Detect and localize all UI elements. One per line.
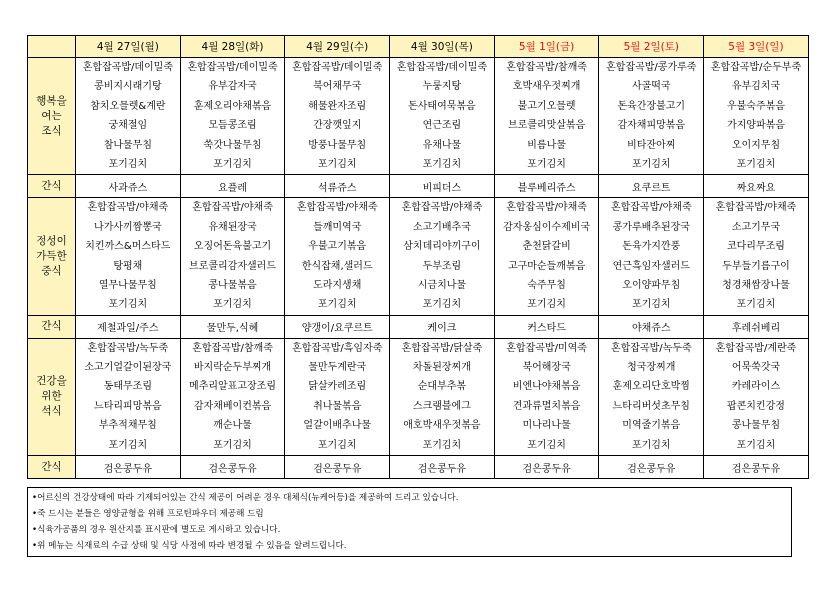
menu-item: 코다리무조림 [726,241,785,253]
column-header-day: 5월 3일(일) [704,36,809,58]
menu-cell [180,198,285,315]
menu-item: 시금치나물 [417,279,467,291]
note-line: •위 메뉴는 식재료의 수급 상태 및 식당 사정에 따라 변경될 수 있음을 알려드립니다. [32,541,347,551]
menu-item: 소고기얼갈이된장국 [84,362,172,374]
menu-item: 혼합잡곡밥/데이밀죽 [396,62,488,73]
menu-cell [180,58,285,175]
menu-item: 감자옹심이수제비국 [503,221,591,233]
menu-cell [494,58,599,175]
snack-cell: 물만두,식혜 [180,315,285,338]
menu-item: 두부들기름구이 [722,260,790,272]
menu-cell [704,58,809,175]
menu-item: 비타잔아찌 [627,139,676,151]
menu-cell [390,58,495,175]
menu-item: 혼합잡곡밥/계란죽 [715,342,797,354]
menu-item: 포기김치 [422,299,462,311]
menu-item: 포기김치 [527,439,566,451]
menu-cell [285,198,390,315]
row-label: 간식 [28,175,76,198]
menu-item: 불고기오믈렛 [517,100,576,112]
menu-item: 혼합잡곡밥/참깨죽 [192,342,273,354]
menu-cell [285,58,390,175]
menu-item: 콩가루배추된장국 [612,221,690,233]
menu-cell [285,338,390,455]
snack-row [28,175,809,198]
menu-item: 포기김치 [631,158,671,170]
menu-item: 감자채피망볶음 [617,120,686,132]
menu-item: 콩비지시래기탕 [94,81,162,93]
menu-item: 포기김치 [317,439,357,451]
menu-item: 감자채베이컨볶음 [193,400,272,412]
menu-item: 유채나물 [422,139,462,151]
menu-item: 애호박새우젓볶음 [403,420,481,432]
menu-item: 포기김치 [108,439,148,451]
menu-item: 포기김치 [422,439,462,451]
menu-item: 포기김치 [736,439,776,451]
menu-cell [599,338,704,455]
column-header-day: 4월 29일(수) [285,36,390,58]
menu-item: 호박새우젓찌개 [512,81,581,93]
snack-cell: 블루베리쥬스 [494,175,599,198]
menu-item: 오이지무침 [731,139,781,151]
snack-cell: 검은콩두유 [599,456,704,479]
menu-item: 닭살카레조림 [308,381,367,393]
menu-cell [599,58,704,175]
snack-cell: 케이크 [390,315,495,338]
menu-item: 포기김치 [527,158,566,170]
snack-cell: 양갱이/요쿠르트 [285,315,390,338]
menu-item: 돈사태여묵볶음 [408,100,476,112]
row-label-line: 석식 [41,405,62,418]
menu-item: 소고기배추국 [412,221,471,233]
menu-item: 메추리알표고장조림 [189,381,276,393]
menu-item: 순대부추볶 [417,381,467,393]
snack-cell: 야채쥬스 [599,315,704,338]
row-label: 간식 [28,315,76,338]
menu-item: 포기김치 [736,158,776,170]
note-line: •식육가공품의 경우 원산지를 표시판에 별도로 게시하고 있습니다. [32,525,281,535]
menu-item: 누룽지탕 [422,81,462,93]
row-label-line: 위한 [41,390,62,403]
snack-cell: 검은콩두유 [704,456,809,479]
menu-item: 한식잡채,샐러드 [301,260,373,272]
menu-item: 미역줄기볶음 [622,420,681,432]
menu-item: 간장깻잎지 [313,120,362,132]
menu-item: 브로콜리감자샐러드 [189,260,276,272]
menu-item: 포기김치 [527,299,566,311]
menu-item: 카레라이스 [731,381,781,393]
snack-cell: 짜요짜요 [704,175,809,198]
snack-cell: 커스타드 [494,315,599,338]
snack-cell: 비피더스 [390,175,495,198]
row-label-line: 중식 [41,265,62,278]
menu-item: 도라지생채 [313,279,362,291]
meal-row-dinner [28,338,809,455]
menu-item: 깨순나물 [213,420,252,432]
menu-item: 포기김치 [213,299,252,311]
menu-item: 궁채절임 [108,120,148,132]
menu-item: 북어해장국 [522,362,571,374]
menu-item: 동태무조림 [103,381,152,393]
menu-item: 숙주무침 [527,279,566,291]
menu-item: 들깨미역국 [313,221,362,233]
menu-item: 미나리나물 [522,420,571,432]
menu-item: 혼합잡곡밥/야채죽 [715,202,797,214]
snack-cell: 검은콩두유 [76,456,181,479]
menu-item: 모듬콩조림 [208,120,257,132]
menu-item: 포기김치 [213,158,252,170]
menu-item: 비름나물 [527,139,566,151]
menu-item: 삼치데리야끼구이 [403,241,481,253]
menu-item: 혼합잡곡밥/순두부죽 [710,62,802,73]
meal-row-lunch [28,198,809,315]
menu-cell [390,338,495,455]
menu-item: 열무나물무침 [98,279,157,291]
menu-item: 포기김치 [422,158,462,170]
row-label [28,198,76,315]
snack-cell: 검은콩두유 [180,456,285,479]
menu-cell [704,338,809,455]
menu-item: 오징어돈육불고기 [193,241,272,253]
menu-cell [704,198,809,315]
column-header-day: 4월 28일(화) [180,36,285,58]
menu-cell [76,58,181,175]
menu-item: 혼합잡곡밥/야채죽 [296,202,378,214]
menu-item: 혼합잡곡밥/참깨죽 [506,62,587,73]
menu-item: 포기김치 [317,299,357,311]
menu-item: 훈제오리야채볶음 [193,100,272,112]
menu-item: 바지락순두부찌개 [193,362,272,374]
menu-item: 춘천닭갈비 [522,241,571,253]
menu-item: 느타리피망볶음 [94,400,162,412]
menu-item: 훈제오리단호박찜 [612,381,690,393]
menu-item: 취나물볶음 [313,400,362,412]
menu-item: 혼합잡곡밥/녹두죽 [610,342,692,354]
menu-item: 포기김치 [213,439,252,451]
menu-item: 참치오믈렛&계란 [90,100,166,112]
menu-item: 탕평채 [113,260,143,272]
menu-item: 부추적채무침 [98,420,157,432]
note-line: •죽 드시는 분들은 영양균형을 위해 프로틴파우더 제공해 드림 [32,509,264,519]
menu-item: 포기김치 [736,299,776,311]
weekly-menu-table [27,35,809,479]
menu-item: 우불고기볶음 [308,241,367,253]
snack-cell: 검은콩두유 [285,456,390,479]
menu-item: 나가사끼짬뽕국 [94,221,162,233]
menu-item: 혼합잡곡밥/흑임자죽 [292,342,383,354]
snack-cell: 제철과일/주스 [76,315,181,338]
note-line: •어르신의 건강상태에 따라 기제되어있는 간식 제공이 어려운 경우 대체식(뉴케어등)을 제공하여 드리고 있습니다. [32,493,459,503]
menu-item: 청경채쌈장나물 [722,279,790,291]
menu-item: 혼합잡곡밥/야채죽 [192,202,273,214]
menu-item: 유부감자국 [208,81,257,93]
menu-item: 어묵쑥갓국 [731,362,781,374]
row-label-line: 행복을 [36,94,67,107]
menu-item: 혼합잡곡밥/야채죽 [87,202,169,214]
menu-item: 청국장찌개 [627,362,676,374]
header-corner [28,36,76,58]
menu-item: 포기김치 [108,299,148,311]
column-header-day: 5월 1일(금) [494,36,599,58]
row-label-line: 정성이 [36,235,67,248]
menu-item: 우불숙주볶음 [726,100,785,112]
menu-item: 혼합잡곡밥/데이밀죽 [292,62,383,73]
menu-item: 연근흑임자샐러드 [612,260,690,272]
menu-item: 돈육간장불고기 [617,100,686,112]
row-label [28,58,76,175]
menu-item: 두부조림 [422,260,462,272]
row-label: 간식 [28,456,76,479]
menu-item: 콩나물무침 [731,420,781,432]
header-row [28,36,809,58]
menu-item: 연근조림 [422,120,462,132]
menu-item: 느타리버섯초무침 [612,400,690,412]
menu-item: 콩나물볶음 [208,279,257,291]
menu-cell [599,198,704,315]
menu-item: 가지양파볶음 [726,120,785,132]
menu-cell [76,198,181,315]
column-header-day: 4월 30일(목) [390,36,495,58]
menu-item: 물만두계란국 [308,362,367,374]
menu-item: 팝콘치킨강정 [726,400,785,412]
menu-item: 견과류멸치볶음 [512,400,581,412]
menu-item: 치킨까스&머스타드 [85,241,171,253]
menu-item: 쑥갓나물무침 [203,139,262,151]
menu-item: 혼합잡곡밥/야채죽 [610,202,692,214]
menu-item: 얼갈이배추나물 [303,420,372,432]
menu-cell [180,338,285,455]
column-header-day: 5월 2일(토) [599,36,704,58]
menu-cell [390,198,495,315]
menu-cell [494,338,599,455]
snack-cell: 후레쉬베리 [704,315,809,338]
menu-item: 혼합잡곡밥/데이밀죽 [187,62,278,73]
menu-item: 유채된장국 [208,221,257,233]
menu-item: 해물완자조림 [308,100,367,112]
menu-item: 혼합잡곡밥/미역죽 [506,342,587,354]
column-header-day: 4월 27일(월) [76,36,181,58]
snack-cell: 석류쥬스 [285,175,390,198]
notes-box [27,487,792,557]
snack-cell: 검은콩두유 [494,456,599,479]
menu-cell [494,198,599,315]
menu-item: 포기김치 [317,158,357,170]
menu-item: 방풍나물무침 [308,139,367,151]
menu-item: 혼합잡곡밥/야채죽 [506,202,587,214]
row-label-line: 가득한 [36,250,67,263]
menu-item: 포기김치 [631,299,671,311]
row-label-line: 조식 [41,124,62,137]
snack-row [28,315,809,338]
menu-item: 참나물무침 [103,139,152,151]
menu-item: 차돌된장찌개 [412,362,471,374]
menu-cell [76,338,181,455]
menu-item: 스크램블에그 [412,400,471,412]
snack-cell: 요플레 [180,175,285,198]
menu-item: 혼합잡곡밥/데이밀죽 [82,62,173,73]
row-label [28,338,76,455]
row-label-line: 여는 [41,109,62,122]
menu-item: 오이양파무침 [622,279,681,291]
menu-item: 브로콜리맛살볶음 [507,120,586,132]
menu-item: 북어채무국 [313,81,362,93]
menu-item: 포기김치 [108,158,148,170]
snack-cell: 요쿠르트 [599,175,704,198]
menu-item: 혼합잡곡밥/녹두죽 [87,342,169,354]
menu-item: 혼합잡곡밥/콩가루죽 [606,62,697,73]
menu-item: 유부김치국 [731,81,781,93]
meal-row-breakfast [28,58,809,175]
menu-item: 비엔나야채볶음 [512,381,581,393]
snack-cell: 검은콩두유 [390,456,495,479]
menu-item: 돈육가지깐풍 [622,241,681,253]
menu-item: 소고기무국 [731,221,781,233]
snack-row [28,456,809,479]
snack-cell: 사과쥬스 [76,175,181,198]
menu-item: 사골떡국 [631,81,671,93]
menu-item: 포기김치 [631,439,671,451]
menu-item: 혼합잡곡밥/닭살죽 [401,342,483,354]
menu-item: 고구마순들깨볶음 [507,260,586,272]
row-label-line: 건강을 [36,375,67,388]
menu-item: 혼합잡곡밥/야채죽 [401,202,483,214]
